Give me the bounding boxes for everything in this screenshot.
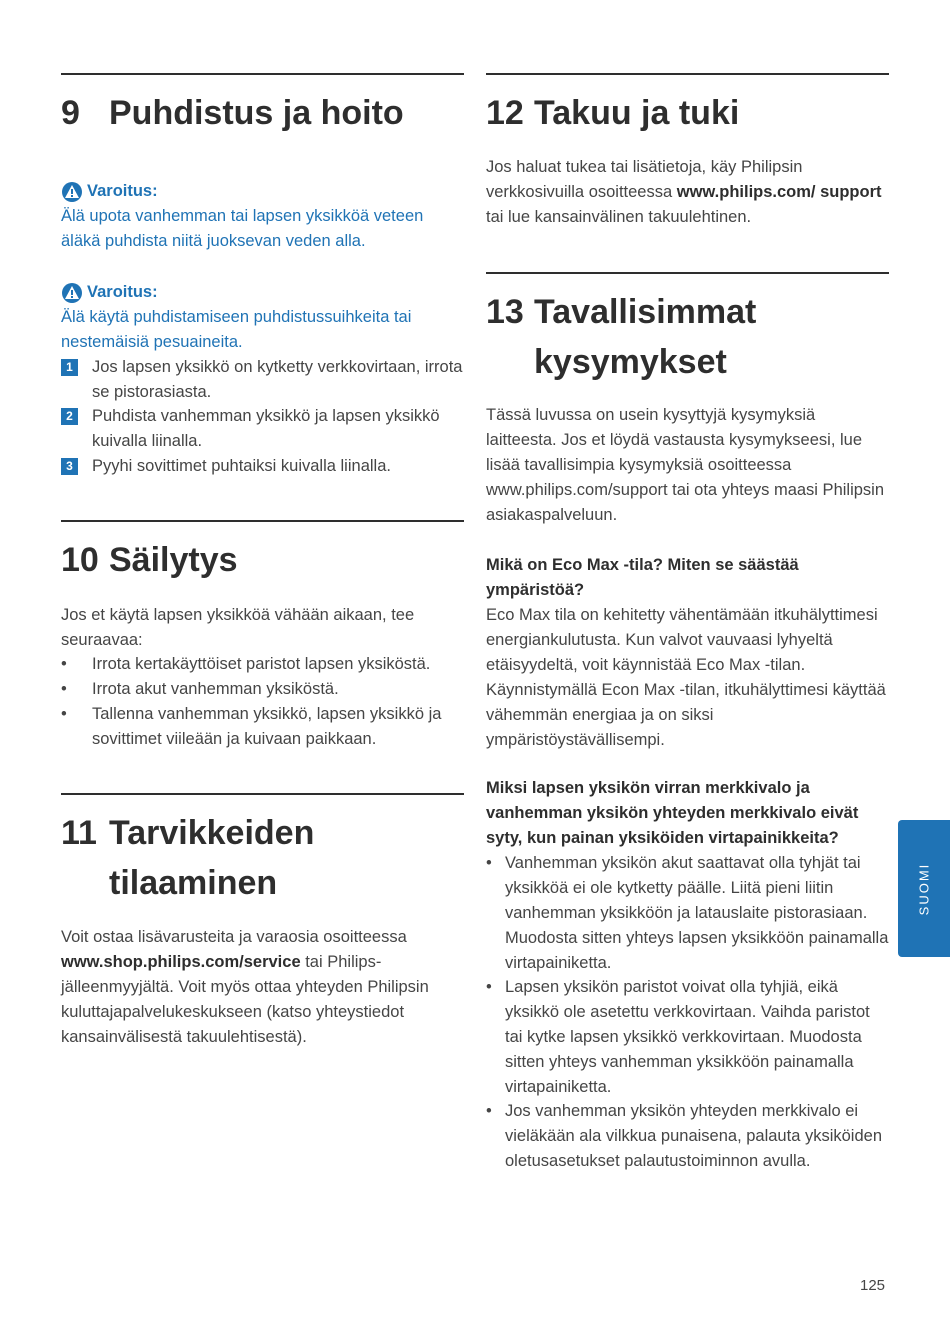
faq-answer: Eco Max tila on kehitetty vähentämään itkuhälyttimesi energiankulutusta. Kun valvot vauvaasi lyhyeltä etäisyydeltä, voit käynnistää Eco Max -tilan. Käynnistymällä Econ Max -tilan, itkuhälyttimesi käyttää vähemmän energiaa ja on siksi ympäristöystävällisempi. bbox=[486, 606, 886, 749]
list-item-text: Jos vanhemman yksikön yhteyden merkkivalo ei vieläkään ala vilkkua punaisena, palauta yksiköiden oletusasetukset palautustoiminnon avulla. bbox=[505, 1102, 882, 1170]
shop-link[interactable]: www.shop.philips.com/service bbox=[61, 953, 301, 971]
section-13-intro: Tässä luvussa on usein kysyttyjä kysymyksiä laitteesta. Jos et löydä vastausta kysymykseesi, lue lisää tavallisimpia kysymyksiä osoitteessa www.philips.com/support tai ota yhteys maasi Philipsin asiakaspalveluun. bbox=[486, 406, 885, 524]
section-title-continued: kysymykset bbox=[534, 343, 727, 381]
list-item bbox=[486, 975, 889, 1100]
bullet-icon: • bbox=[61, 680, 67, 698]
warning-block-1 bbox=[61, 179, 464, 254]
section-number: 11 bbox=[61, 814, 97, 852]
section-rule bbox=[486, 73, 889, 75]
list-item-text: Vanhemman yksikön akut saattavat olla tyhjät tai yksikköä ei ole kytketty päälle. Liitä pieni liitin vanhemman yksikköön ja latauslaite pistorasiaan. Muodosta sitten yhteys lapsen yksikköön painamalla virtapainiketta. bbox=[505, 854, 889, 972]
list-item bbox=[61, 652, 464, 677]
list-item-text: Lapsen yksikön paristot voivat olla tyhjiä, eikä yksikkö ole asetettu verkkovirtaan. Vaihda paristot tai kytke lapsen yksikkö verkkovirtaan. Muodosta sitten yhteys vanhemman yksikköön painamalla virtapainiketta. bbox=[505, 978, 870, 1096]
step-number: 3 bbox=[61, 458, 78, 475]
language-tab bbox=[898, 820, 950, 957]
section-title: Säilytys bbox=[109, 541, 238, 579]
list-item-text: Tallenna vanhemman yksikkö, lapsen yksikkö ja sovittimet viileään ja kuivaan paikkaan. bbox=[92, 705, 442, 748]
section-number: 10 bbox=[61, 541, 99, 579]
list-item-text: Irrota akut vanhemman yksiköstä. bbox=[92, 680, 339, 698]
section-rule bbox=[61, 793, 464, 795]
section-rule bbox=[61, 520, 464, 522]
section-title-continued: tilaaminen bbox=[109, 864, 278, 902]
language-tab-label: SUOMI bbox=[916, 862, 932, 915]
section-11-text: Voit ostaa lisävarusteita ja varaosia osoitteessa www.shop.philips.com/service tai Philips-jälleenmyyjältä. Voit myös ottaa yhteyden Philipsin kuluttajapalvelukeskukseen (katso yhteystiedot kansainvälisestä takuulehtisestä). bbox=[61, 928, 429, 1046]
warning-title: Varoitus: bbox=[87, 283, 158, 301]
section-13-heading bbox=[486, 287, 756, 387]
warning-icon bbox=[61, 182, 83, 202]
bullet-icon: • bbox=[486, 854, 492, 872]
bullet-icon: • bbox=[61, 655, 67, 673]
bullet-icon: • bbox=[486, 978, 492, 996]
section-title: Tavallisimmat bbox=[534, 293, 757, 331]
section-10-heading bbox=[61, 535, 238, 585]
list-item bbox=[61, 702, 464, 752]
page-number: 125 bbox=[860, 1277, 886, 1294]
step-number: 1 bbox=[61, 359, 78, 376]
step-text: Puhdista vanhemman yksikkö ja lapsen yksikkö kuivalla liinalla. bbox=[92, 407, 440, 450]
step-item bbox=[61, 355, 464, 405]
step-text: Pyyhi sovittimet puhtaiksi kuivalla liinalla. bbox=[92, 457, 391, 475]
bullet-icon: • bbox=[486, 1102, 492, 1120]
section-9-heading bbox=[61, 88, 404, 138]
faq-question: Mikä on Eco Max -tila? Miten se säästää ympäristöä? bbox=[486, 556, 799, 599]
list-item bbox=[486, 1099, 889, 1174]
warning-icon bbox=[61, 283, 83, 303]
warning-title: Varoitus: bbox=[87, 182, 158, 200]
faq-question: Miksi lapsen yksikön virran merkkivalo ja vanhemman yksikön yhteyden merkkivalo eivät syty, kun painan yksiköiden virtapainikkeita? bbox=[486, 779, 859, 847]
bullet-icon: • bbox=[61, 705, 67, 723]
warning-text: Älä käytä puhdistamiseen puhdistussuihkeita tai nestemäisiä pesuaineita. bbox=[61, 308, 412, 351]
section-number: 9 bbox=[61, 94, 80, 132]
list-item bbox=[61, 677, 464, 702]
section-12-heading bbox=[486, 88, 739, 138]
section-number: 13 bbox=[486, 293, 524, 331]
section-title: Tarvikkeiden bbox=[109, 814, 315, 852]
section-number: 12 bbox=[486, 94, 524, 132]
step-text: Jos lapsen yksikkö on kytketty verkkovirtaan, irrota se pistorasiasta. bbox=[92, 358, 463, 401]
warning-block-2 bbox=[61, 280, 464, 355]
step-number: 2 bbox=[61, 408, 78, 425]
section-title: Puhdistus ja hoito bbox=[109, 94, 404, 132]
support-link[interactable]: www.philips.com/ support bbox=[676, 183, 882, 201]
section-rule bbox=[61, 73, 464, 75]
step-item bbox=[61, 454, 464, 479]
section-11-heading bbox=[61, 808, 314, 908]
list-item-text: Irrota kertakäyttöiset paristot lapsen yksiköstä. bbox=[92, 655, 431, 673]
list-item bbox=[486, 851, 889, 976]
step-item bbox=[61, 404, 464, 454]
section-title: Takuu ja tuki bbox=[534, 94, 740, 132]
warning-text: Älä upota vanhemman tai lapsen yksikköä veteen äläkä puhdista niitä juoksevan veden alla. bbox=[61, 207, 424, 250]
section-rule bbox=[486, 272, 889, 274]
section-10-intro: Jos et käytä lapsen yksikköä vähään aikaan, tee seuraavaa: bbox=[61, 606, 415, 649]
section-12-text: Jos haluat tukea tai lisätietoja, käy Philipsin verkkosivuilla osoitteessa www.philips.com/ support tai lue kansainvälinen takuulehtinen. bbox=[486, 158, 882, 226]
